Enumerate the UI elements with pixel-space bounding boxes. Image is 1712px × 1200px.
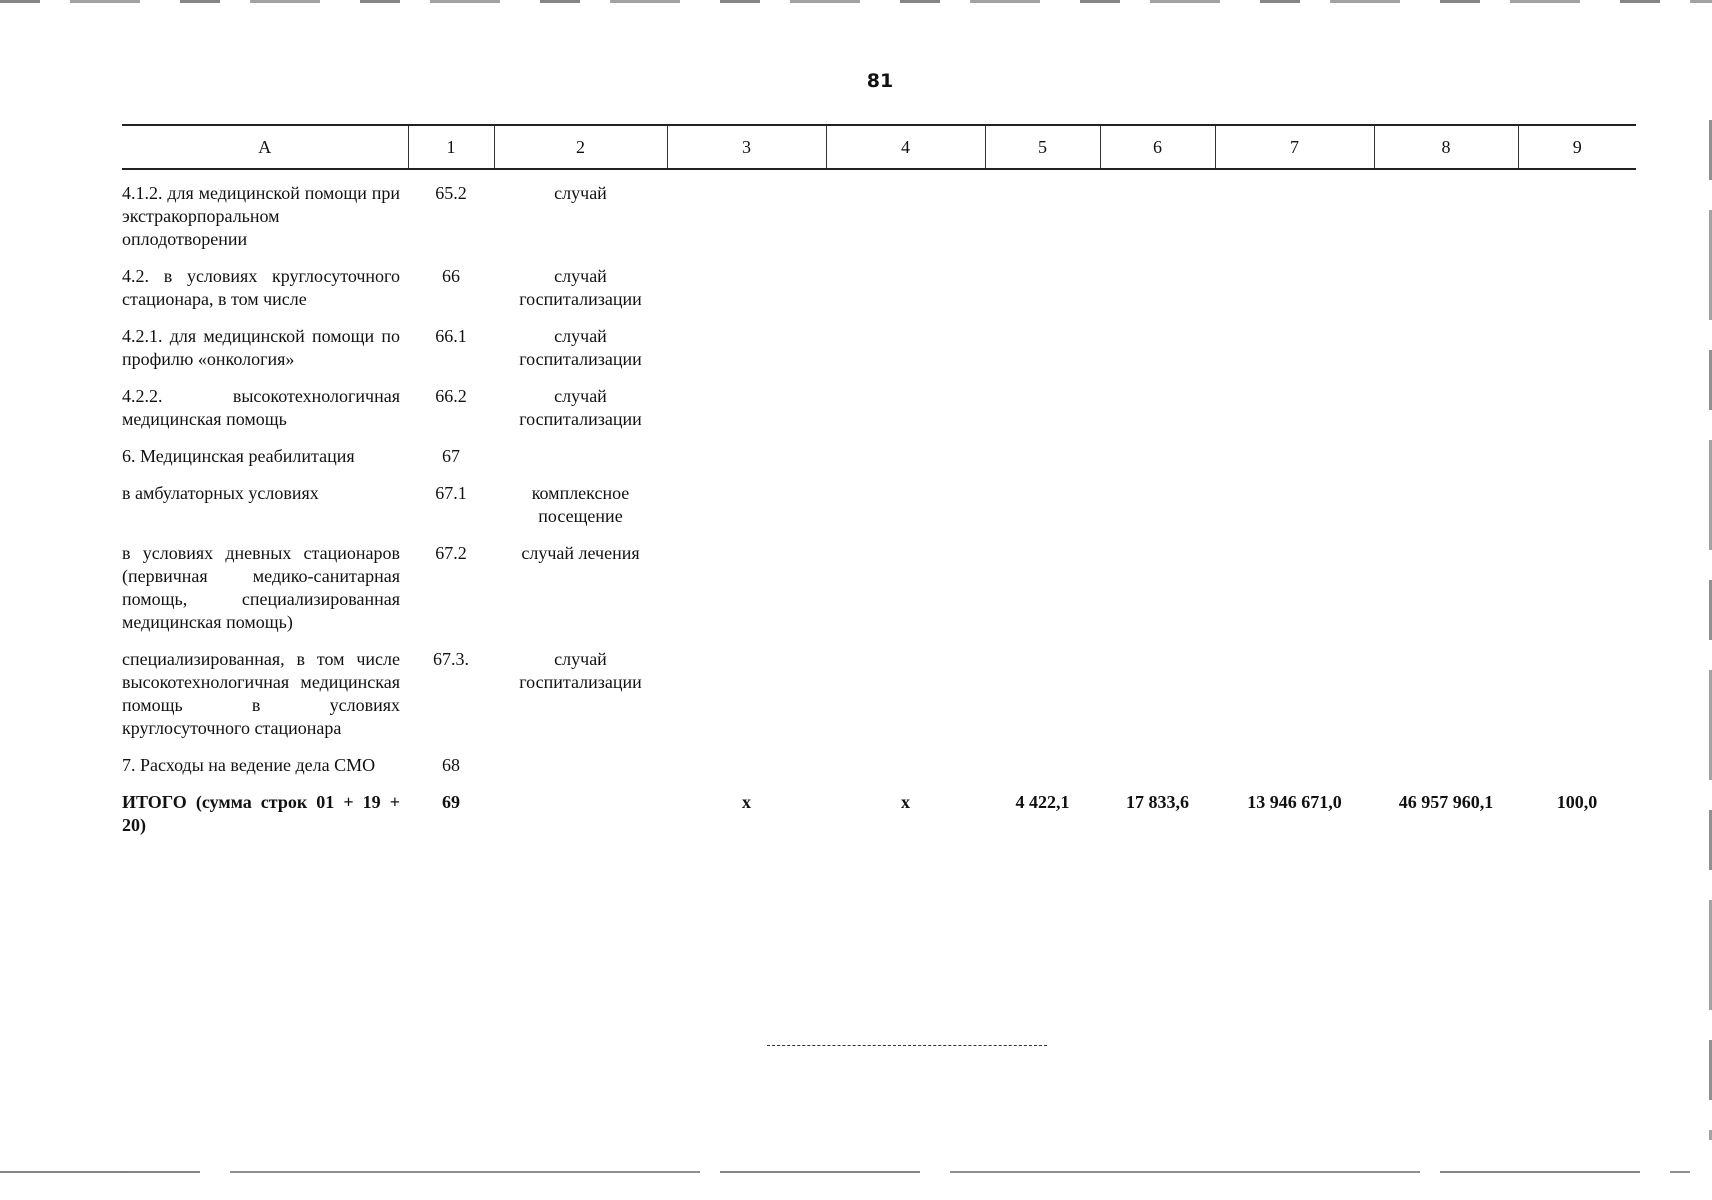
row-code: 66.1 [435, 326, 467, 346]
row-value-9 [1518, 431, 1636, 468]
row-value-6 [1100, 251, 1215, 311]
row-value-6 [1100, 468, 1215, 528]
row-unit: случай госпитализации [519, 266, 642, 309]
row-code: 65.2 [435, 183, 467, 203]
row-label: в амбулаторных условиях [122, 483, 319, 503]
end-of-document-divider [767, 1045, 1047, 1046]
total-label: ИТОГО (сумма строк 01 + 19 + 20) [122, 792, 400, 835]
row-value-5 [985, 528, 1100, 634]
row-value-8 [1374, 251, 1518, 311]
row-label: 6. Медицинская реабилитация [122, 446, 355, 466]
table-row [122, 528, 1636, 634]
table-row [122, 311, 1636, 371]
header-cell-5: 5 [985, 125, 1100, 169]
total-value-4: х [901, 792, 910, 812]
row-value-7 [1215, 528, 1374, 634]
row-value-5 [985, 634, 1100, 740]
row-value-7 [1215, 169, 1374, 251]
table-row [122, 371, 1636, 431]
row-label: 7. Расходы на ведение дела СМО [122, 755, 376, 775]
row-value-5 [985, 311, 1100, 371]
row-unit: случай госпитализации [519, 649, 642, 692]
scan-edge-bottom [0, 1171, 1690, 1173]
row-value-9 [1518, 740, 1636, 777]
row-value-9 [1518, 468, 1636, 528]
total-unit [494, 777, 667, 837]
row-code: 67.3. [433, 649, 469, 669]
header-cell-4: 4 [826, 125, 985, 169]
row-value-4 [826, 311, 985, 371]
row-value-5 [985, 431, 1100, 468]
row-label: в условиях дневных стационаров (первичная медико-санитарная помощь, специализированная медицинская помощь) [122, 543, 400, 632]
row-value-4 [826, 740, 985, 777]
row-unit: случай лечения [521, 543, 640, 563]
header-cell-3: 3 [667, 125, 826, 169]
row-value-7 [1215, 468, 1374, 528]
page-number: 81 [866, 70, 894, 92]
row-value-6 [1100, 431, 1215, 468]
row-value-7 [1215, 634, 1374, 740]
row-unit: случай [554, 183, 607, 203]
row-value-9 [1518, 528, 1636, 634]
row-value-7 [1215, 740, 1374, 777]
row-label: 4.2.2. высокотехнологичная медицинская помощь [122, 386, 400, 429]
row-value-8 [1374, 169, 1518, 251]
row-value-5 [985, 468, 1100, 528]
total-value-6: 17 833,6 [1126, 792, 1189, 812]
total-value-7: 13 946 671,0 [1247, 792, 1342, 812]
row-value-3 [667, 528, 826, 634]
table-row [122, 169, 1636, 251]
row-value-4 [826, 528, 985, 634]
row-value-3 [667, 468, 826, 528]
row-value-4 [826, 468, 985, 528]
header-cell-6: 6 [1100, 125, 1215, 169]
row-value-5 [985, 740, 1100, 777]
total-value-9: 100,0 [1556, 792, 1598, 812]
row-value-3 [667, 371, 826, 431]
row-unit: случай госпитализации [519, 386, 642, 429]
header-cell-7: 7 [1215, 125, 1374, 169]
row-value-3 [667, 740, 826, 777]
row-label: 4.1.2. для медицинской помощи при экстракорпоральном оплодотворении [122, 183, 400, 249]
row-value-3 [667, 311, 826, 371]
row-unit: случай госпитализации [519, 326, 642, 369]
row-code: 68 [442, 755, 460, 775]
row-value-8 [1374, 431, 1518, 468]
table-row [122, 740, 1636, 777]
row-value-6 [1100, 311, 1215, 371]
header-cell-2: 2 [494, 125, 667, 169]
table-row [122, 468, 1636, 528]
row-value-4 [826, 634, 985, 740]
row-value-3 [667, 251, 826, 311]
row-value-7 [1215, 311, 1374, 371]
total-code: 69 [442, 792, 460, 812]
row-value-4 [826, 251, 985, 311]
row-label: 4.2. в условиях круглосуточного стационара, в том числе [122, 266, 400, 309]
row-value-7 [1215, 251, 1374, 311]
row-value-9 [1518, 634, 1636, 740]
header-cell-9: 9 [1518, 125, 1636, 169]
header-cell-a: А [122, 125, 408, 169]
row-value-6 [1100, 528, 1215, 634]
row-value-3 [667, 431, 826, 468]
row-unit [494, 431, 667, 468]
row-value-9 [1518, 371, 1636, 431]
row-label: 4.2.1. для медицинской помощи по профилю «онкология» [122, 326, 400, 369]
header-cell-1: 1 [408, 125, 494, 169]
row-value-8 [1374, 311, 1518, 371]
total-row [122, 777, 1636, 837]
row-value-4 [826, 431, 985, 468]
row-value-8 [1374, 740, 1518, 777]
total-value-8: 46 957 960,1 [1398, 792, 1494, 812]
row-value-9 [1518, 251, 1636, 311]
row-value-5 [985, 371, 1100, 431]
row-value-9 [1518, 169, 1636, 251]
row-value-6 [1100, 740, 1215, 777]
row-value-6 [1100, 371, 1215, 431]
row-value-7 [1215, 431, 1374, 468]
row-value-8 [1374, 371, 1518, 431]
table-row [122, 634, 1636, 740]
row-value-6 [1100, 634, 1215, 740]
row-value-4 [826, 371, 985, 431]
row-code: 66.2 [435, 386, 467, 406]
table-row [122, 431, 1636, 468]
total-value-3: х [742, 792, 751, 812]
row-value-9 [1518, 311, 1636, 371]
row-code: 67 [442, 446, 460, 466]
data-table [122, 124, 1636, 837]
row-value-8 [1374, 634, 1518, 740]
row-value-6 [1100, 169, 1215, 251]
header-cell-8: 8 [1374, 125, 1518, 169]
row-code: 66 [442, 266, 460, 286]
row-unit: комплексное посещение [531, 483, 630, 526]
table-row [122, 251, 1636, 311]
row-value-3 [667, 169, 826, 251]
row-value-5 [985, 251, 1100, 311]
row-unit [494, 740, 667, 777]
row-value-7 [1215, 371, 1374, 431]
row-value-4 [826, 169, 985, 251]
row-code: 67.1 [435, 483, 467, 503]
scan-edge-top [0, 0, 1712, 3]
row-code: 67.2 [435, 543, 467, 563]
row-value-8 [1374, 468, 1518, 528]
row-value-8 [1374, 528, 1518, 634]
row-label: специализированная, в том числе высокотехнологичная медицинская помощь в условиях круглосуточного стационара [122, 649, 400, 738]
row-value-5 [985, 169, 1100, 251]
row-value-3 [667, 634, 826, 740]
header-row [122, 125, 1636, 169]
total-value-5: 4 422,1 [1015, 792, 1070, 812]
